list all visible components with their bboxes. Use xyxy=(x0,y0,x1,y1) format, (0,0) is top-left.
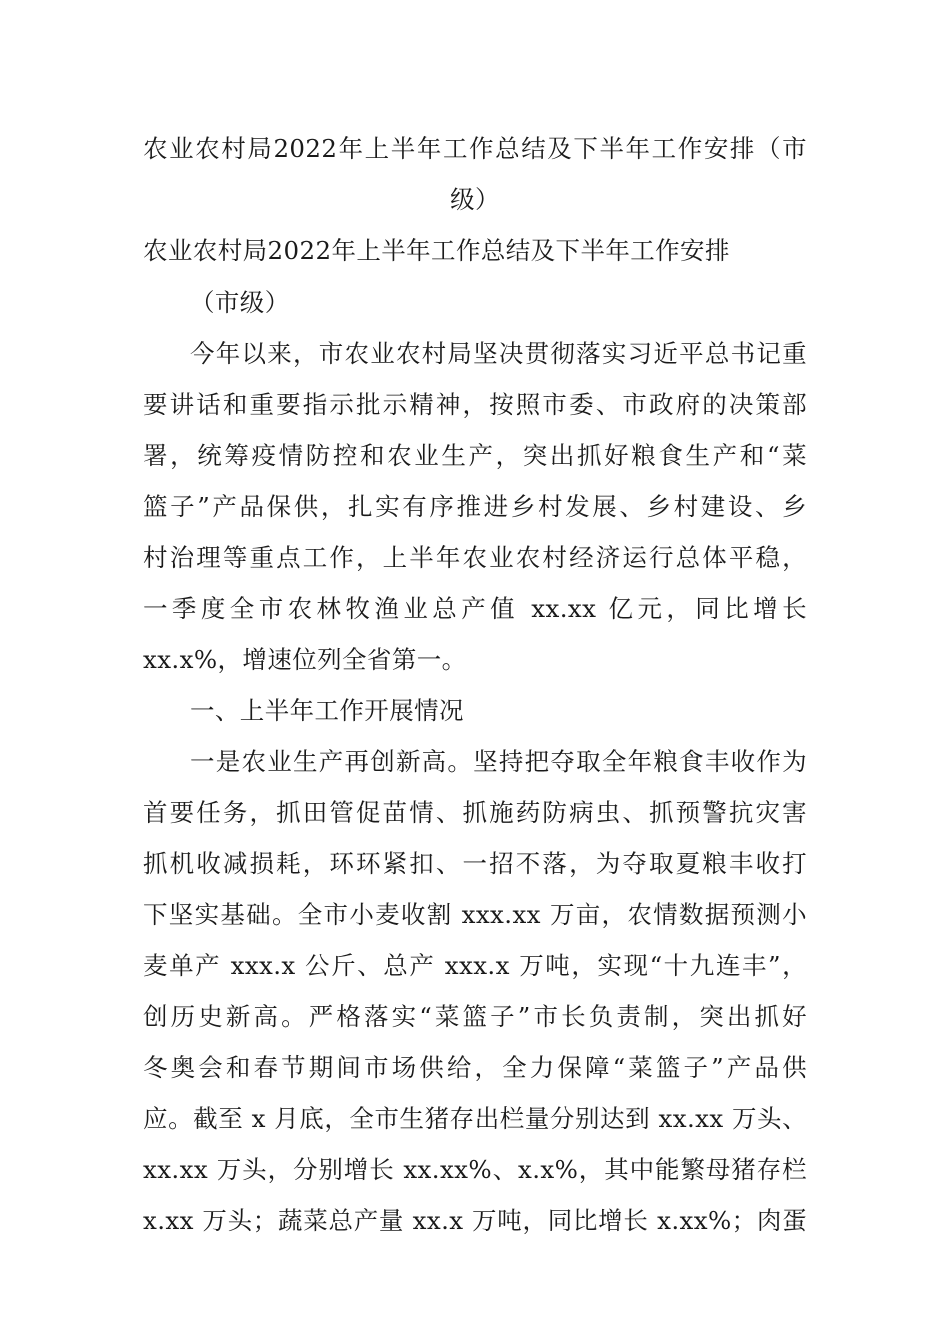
paragraph-line: 要讲话和重要指示批示精神，按照市委、市政府的决策部 xyxy=(143,390,807,419)
document-title-line-1: 农业农村局2022年上半年工作总结及下半年工作安排（市 xyxy=(143,134,807,163)
paragraph-line: 创历史新高。严格落实“菜篮子”市长负责制，突出抓好 xyxy=(143,1002,807,1031)
paragraph-line: 冬奥会和春节期间市场供给，全力保障“菜篮子”产品供 xyxy=(143,1053,807,1082)
paragraph-line: 麦单产 xxx.x 公斤、总产 xxx.x 万吨，实现“十九连丰”， xyxy=(143,951,807,980)
paragraph-line: x.xx 万头；蔬菜总产量 xx.x 万吨，同比增长 x.xx%；肉蛋 xyxy=(143,1206,807,1235)
paragraph-line: 下坚实基础。全市小麦收割 xxx.xx 万亩，农情数据预测小 xyxy=(143,900,807,929)
paragraph-line: 村治理等重点工作，上半年农业农村经济运行总体平稳， xyxy=(143,543,807,572)
paragraph-line: 抓机收减损耗，环环紧扣、一招不落，为夺取夏粮丰收打 xyxy=(143,849,807,878)
section-heading: 一、上半年工作开展情况 xyxy=(190,696,464,725)
document-subtitle-line-1: 农业农村局2022年上半年工作总结及下半年工作安排 xyxy=(143,236,730,265)
paragraph-line: 首要任务，抓田管促苗情、抓施药防病虫、抓预警抗灾害 xyxy=(143,798,807,827)
document-title-line-2: 级） xyxy=(450,185,500,214)
document-subtitle-line-2: （市级） xyxy=(190,288,290,317)
paragraph-line: xx.xx 万头，分别增长 xx.xx%、x.x%，其中能繁母猪存栏 xyxy=(143,1155,807,1184)
paragraph-line: 一是农业生产再创新高。坚持把夺取全年粮食丰收作为 xyxy=(190,747,807,776)
paragraph-line: xx.x%，增速位列全省第一。 xyxy=(143,645,467,674)
paragraph-line: 篮子”产品保供，扎实有序推进乡村发展、乡村建设、乡 xyxy=(143,492,807,521)
paragraph-line: 署，统筹疫情防控和农业生产，突出抓好粮食生产和“菜 xyxy=(143,441,807,470)
paragraph-line: 一季度全市农林牧渔业总产值 xx.xx 亿元，同比增长 xyxy=(143,594,807,623)
paragraph-line: 应。截至 x 月底，全市生猪存出栏量分别达到 xx.xx 万头、 xyxy=(143,1104,807,1133)
paragraph-line: 今年以来，市农业农村局坚决贯彻落实习近平总书记重 xyxy=(190,339,807,368)
